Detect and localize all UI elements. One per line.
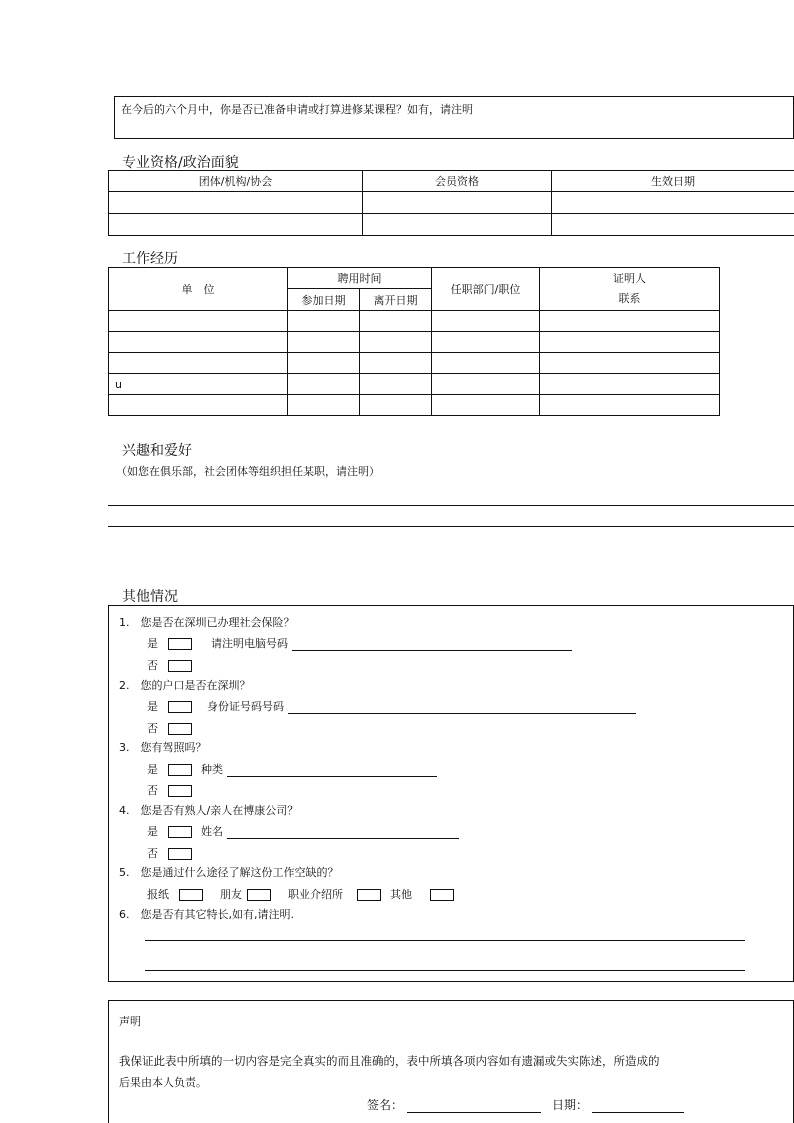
question-2-no-row (147, 720, 192, 736)
work-cell[interactable] (288, 374, 360, 395)
work-cell[interactable] (540, 353, 720, 374)
work-cell[interactable] (288, 353, 360, 374)
qual-header-org: 团体/机构/协会 (109, 171, 363, 192)
q1-no-label: 否 (147, 659, 158, 672)
signature-label: 签名： (367, 1098, 404, 1112)
question-1-no-row (147, 657, 192, 673)
qual-cell[interactable] (363, 192, 552, 214)
question-1-yes-row (147, 635, 572, 651)
work-cell[interactable] (540, 332, 720, 353)
q5-newspaper-checkbox[interactable] (179, 889, 203, 901)
signature-row (367, 1096, 684, 1113)
work-history-table (108, 267, 720, 416)
q3-yes-field-label: 种类 (201, 763, 223, 776)
table-row (109, 311, 720, 332)
qual-cell[interactable] (552, 192, 794, 214)
table-row (109, 192, 794, 214)
work-cell[interactable] (109, 311, 288, 332)
work-cell[interactable] (360, 332, 432, 353)
q5-friend-label: 朋友 (220, 888, 242, 901)
q5-other-label: 其他 (390, 888, 412, 901)
q2-no-label: 否 (147, 722, 158, 735)
work-cell[interactable] (432, 374, 540, 395)
question-2-yes-row (147, 698, 636, 714)
work-header-dept: 任职部门/职位 (432, 268, 540, 311)
date-label: 日期： (552, 1098, 589, 1112)
q4-no-label: 否 (147, 847, 158, 860)
work-cell[interactable]: u (109, 374, 288, 395)
q1-computer-number-field[interactable] (292, 639, 572, 651)
table-row (109, 214, 794, 236)
signature-field[interactable] (407, 1101, 541, 1113)
interests-note: （如您在俱乐部，社会团体等组织担任某职，请注明） (116, 465, 380, 478)
question-4: 4. 您是否有熟人/亲人在博康公司？ (119, 804, 299, 817)
qualifications-table (108, 170, 794, 236)
q5-friend-checkbox[interactable] (247, 889, 271, 901)
q5-agency-checkbox[interactable] (357, 889, 381, 901)
q2-yes-field-label: 身份证号码号码 (207, 700, 284, 713)
work-cell[interactable] (360, 353, 432, 374)
work-cell[interactable] (432, 395, 540, 416)
date-field[interactable] (592, 1101, 684, 1113)
q2-yes-checkbox[interactable] (168, 701, 192, 713)
declaration-box (108, 1000, 794, 1123)
work-cell[interactable] (432, 353, 540, 374)
q4-name-field[interactable] (227, 827, 459, 839)
q4-yes-field-label: 姓名 (201, 825, 223, 838)
q4-yes-label: 是 (147, 825, 158, 838)
declaration-text-line1: 我保证此表中所填的一切内容是完全真实的而且准确的，表中所填各项内容如有遗漏或失实陈述，所造成的 (119, 1054, 660, 1068)
other-box (108, 605, 794, 982)
work-header-employment: 聘用时间 (288, 268, 432, 289)
q5-other-checkbox[interactable] (430, 889, 454, 901)
question-5: 5. 您是通过什么途径了解这份工作空缺的？ (119, 866, 339, 879)
table-row (109, 374, 720, 395)
q1-yes-label: 是 (147, 637, 158, 650)
work-cell[interactable] (360, 395, 432, 416)
work-cell[interactable] (109, 332, 288, 353)
training-question-box[interactable] (114, 96, 794, 139)
question-2: 2. 您的户口是否在深圳？ (119, 679, 251, 692)
work-cell[interactable] (540, 311, 720, 332)
qual-cell[interactable] (552, 214, 794, 236)
work-cell[interactable] (288, 332, 360, 353)
work-header-leave-date: 离开日期 (360, 289, 432, 311)
interests-line-2[interactable] (108, 526, 794, 527)
work-cell[interactable] (360, 374, 432, 395)
interests-line-1[interactable] (108, 505, 794, 506)
q2-no-checkbox[interactable] (168, 723, 192, 735)
work-cell[interactable] (540, 374, 720, 395)
q2-id-number-field[interactable] (288, 702, 636, 714)
qual-cell[interactable] (363, 214, 552, 236)
q3-no-checkbox[interactable] (168, 785, 192, 797)
work-cell[interactable] (109, 395, 288, 416)
question-3-yes-row (147, 761, 437, 777)
qual-cell[interactable] (109, 214, 363, 236)
table-row (109, 353, 720, 374)
qualifications-title: 专业资格/政治面貌 (122, 155, 239, 171)
question-1: 1. 您是否在深圳已办理社会保险？ (119, 616, 295, 629)
work-header-reference (540, 268, 720, 311)
q3-yes-checkbox[interactable] (168, 764, 192, 776)
question-6: 6. 您是否有其它特长,如有,请注明. (119, 908, 294, 921)
other-title: 其他情况 (122, 589, 178, 605)
q2-yes-label: 是 (147, 700, 158, 713)
qual-cell[interactable] (109, 192, 363, 214)
work-cell[interactable] (432, 332, 540, 353)
q4-no-checkbox[interactable] (168, 848, 192, 860)
work-cell[interactable] (109, 353, 288, 374)
work-cell[interactable] (288, 311, 360, 332)
q5-agency-label: 职业介绍所 (288, 888, 343, 901)
q1-no-checkbox[interactable] (168, 660, 192, 672)
work-history-title: 工作经历 (122, 251, 178, 267)
question-4-yes-row (147, 823, 459, 839)
q6-answer-line-1[interactable] (145, 940, 745, 941)
question-3-no-row (147, 782, 192, 798)
work-cell[interactable] (540, 395, 720, 416)
question-4-no-row (147, 845, 192, 861)
work-header-reference-line1: 证明人 (613, 272, 646, 285)
work-cell[interactable] (360, 311, 432, 332)
interests-title: 兴趣和爱好 (122, 443, 192, 459)
q3-yes-label: 是 (147, 763, 158, 776)
question-5-options-row (147, 886, 454, 902)
q1-yes-checkbox[interactable] (168, 638, 192, 650)
declaration-title: 声明 (119, 1015, 141, 1028)
table-row (109, 395, 720, 416)
work-header-unit: 单 位 (109, 268, 288, 311)
q3-no-label: 否 (147, 784, 158, 797)
q1-yes-field-label: 请注明电脑号码 (211, 637, 288, 650)
work-cell[interactable] (288, 395, 360, 416)
training-question-label: 在今后的六个月中，你是否已准备申请或打算进修某课程？如有，请注明 (121, 103, 473, 116)
qual-header-effective-date: 生效日期 (552, 171, 794, 192)
table-row (109, 332, 720, 353)
work-header-join-date: 参加日期 (288, 289, 360, 311)
q6-answer-line-2[interactable] (145, 970, 745, 971)
work-header-reference-line2: 联系 (618, 292, 641, 305)
declaration-text-line2: 后果由本人负责。 (119, 1076, 207, 1089)
work-cell[interactable] (432, 311, 540, 332)
q3-license-type-field[interactable] (227, 765, 437, 777)
qual-header-membership: 会员资格 (363, 171, 552, 192)
q4-yes-checkbox[interactable] (168, 826, 192, 838)
q5-newspaper-label: 报纸 (147, 888, 169, 901)
question-3: 3. 您有驾照吗？ (119, 741, 207, 754)
